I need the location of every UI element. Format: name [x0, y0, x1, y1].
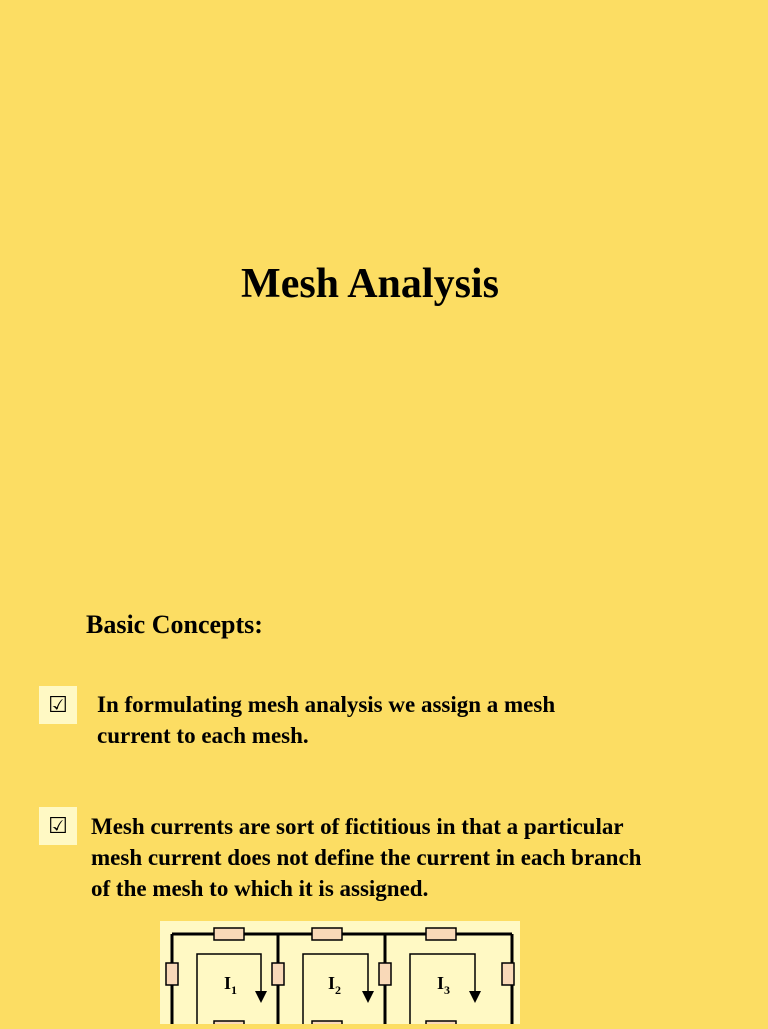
checkbox-icon: ☑ — [39, 807, 77, 845]
bullet-1-line-1: In formulating mesh analysis we assign a mesh — [97, 692, 556, 717]
bullet-1-line-2: current to each mesh. — [97, 723, 309, 748]
bullet-2-line-1: Mesh currents are sort of fictitious in that a particular — [91, 814, 624, 839]
resistor-right — [502, 963, 514, 985]
bullet-2-line-3: of the mesh to which it is assigned. — [91, 876, 429, 901]
mesh-label-2: $I_2$ — [328, 973, 342, 997]
resistor-middle-2 — [379, 963, 391, 985]
bullet-2-text — [91, 811, 641, 904]
resistor-middle-1 — [272, 963, 284, 985]
checkbox-icon: ☑ — [39, 686, 77, 724]
slide-title: Mesh Analysis — [241, 261, 499, 307]
resistor-top-1 — [214, 928, 244, 940]
section-heading: Basic Concepts: — [86, 610, 263, 639]
bullet-2-line-2: mesh current does not define the current in each branch — [91, 845, 642, 870]
resistor-top-3 — [426, 928, 456, 940]
resistor-left — [166, 963, 178, 985]
mesh-label-1: $I_1$ — [224, 973, 238, 997]
resistor-top-2 — [312, 928, 342, 940]
bullet-1-text — [97, 689, 555, 751]
mesh-circuit-diagram — [160, 921, 520, 1024]
mesh-label-3: $I_3$ — [437, 973, 451, 997]
circuit-svg — [160, 921, 520, 1024]
